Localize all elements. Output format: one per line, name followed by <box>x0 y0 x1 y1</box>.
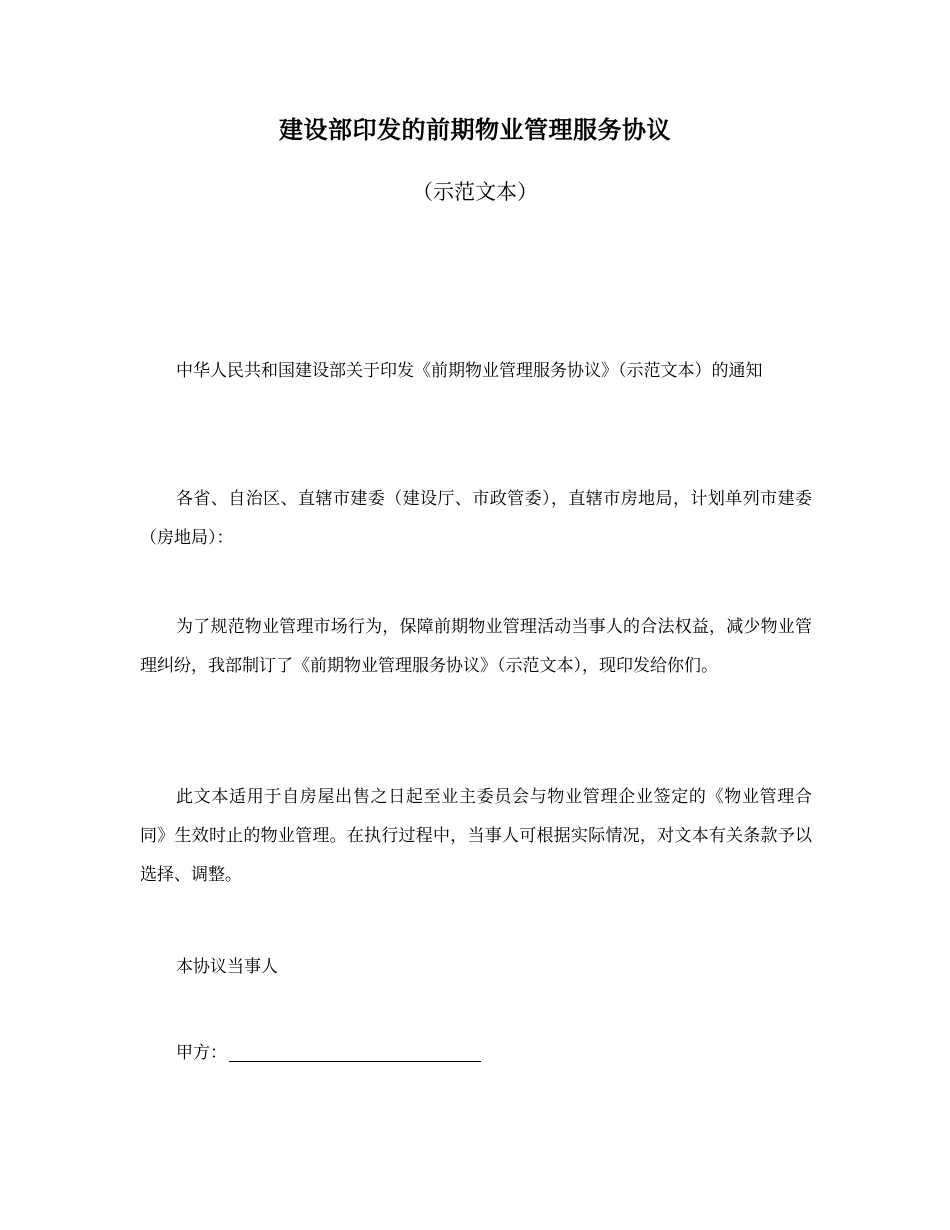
paragraph-scope: 此文本适用于自房屋出售之日起至业主委员会与物业管理企业签定的《物业管理合同》生效时止的物业管理。在执行过程中，当事人可根据实际情况，对文本有关条款予以选择、调整。 <box>140 787 812 885</box>
party-a-line <box>176 1034 481 1073</box>
party-a-label: 甲方： <box>176 1043 227 1063</box>
document-subtitle: （示范文本） <box>412 180 538 204</box>
paragraph-addressees: 各省、自治区、直辖市建委（建设厅、市政管委），直辖市房地局，计划单列市建委（房地局）： <box>140 489 812 548</box>
paragraph-purpose: 为了规范物业管理市场行为，保障前期物业管理活动当事人的合法权益，减少物业管理纠纷，我部制订了《前期物业管理服务协议》（示范文本），现印发给你们。 <box>140 617 812 676</box>
document-title: 建设部印发的前期物业管理服务协议 <box>279 116 671 144</box>
paragraph-parties-heading: 本协议当事人 <box>176 957 278 977</box>
party-a-blank-field[interactable] <box>229 1060 481 1062</box>
paragraph-notice-heading: 中华人民共和国建设部关于印发《前期物业管理服务协议》（示范文本）的通知 <box>176 361 763 381</box>
